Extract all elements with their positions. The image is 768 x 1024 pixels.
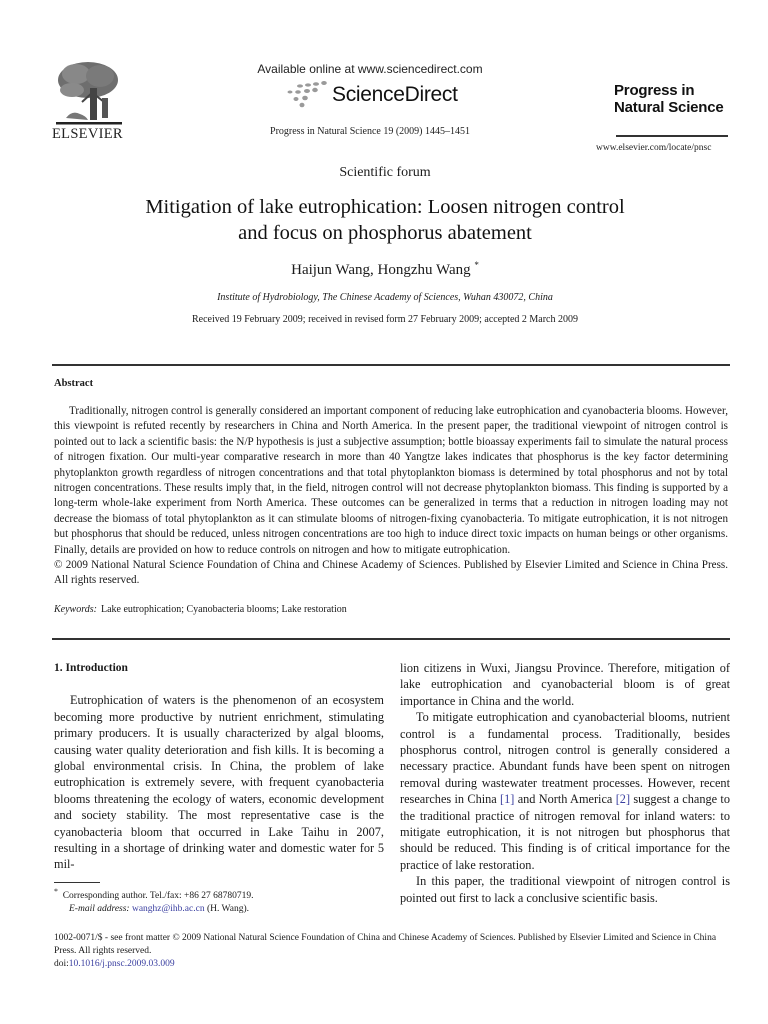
intro-paragraph-3: In this paper, the traditional viewpoint of nitrogen control is pointed out first to lack a conclusive scientific basis. <box>400 874 730 905</box>
doi-link[interactable]: 10.1016/j.pnsc.2009.03.009 <box>68 959 175 969</box>
intro-paragraph-2-text-c: suggest a change to the traditional practice of nitrogen removal for inland waters: to mitigate eutrophication, it is not nitrogen but phosphorus that should be reduced. This finding is of critical importance for the practice of lake restoration. <box>400 792 730 872</box>
abstract-text: Traditionally, nitrogen control is generally considered an important component of reducing lake eutrophication and cyanobacteria blooms. However, this viewpoint is refuted recently by researchers in China and North America. In the present paper, the traditional viewpoint of nitrogen control is pointed out to lack a scientific basis: the N/P hypothesis is just a subjective assumption; bottle bioassay experiments fail to simulate the natural process of nitrogen fixation. Our multi-year comparative research in more than 40 Yangtze lakes indicates that phosphorus is the key factor determining phytoplankton growth regardless of nitrogen concentrations and that total phytoplankton biomass is determined by total phosphorus and not by total nitrogen concentrations. These results imply that, in the field, nitrogen control will not decrease phytoplankton biomass. This finding is supported by a long-term whole-lake experiment from North America. These outcomes can be generalized in terms that a reduction in nitrogen loading may not decrease the biomass of total phytoplankton as it can stimulate blooms of nitrogen-fixing cyanobacteria. To mitigate eutrophication, it is not nitrogen but phosphorus that should be reduced, unless nitrogen concentrations are too high to induce direct toxic impacts on human beings or other organisms. Finally, details are provided on how to reduce controls on nitrogen and how to mitigate eutrophication. <box>54 405 728 556</box>
intro-paragraph-2 <box>400 709 730 873</box>
article-title-line1: Mitigation of lake eutrophication: Loosen nitrogen control <box>145 196 625 218</box>
sciencedirect-wordmark: ScienceDirect <box>332 83 458 106</box>
article-title <box>40 194 730 246</box>
reference-link-2[interactable]: [2] <box>615 792 631 807</box>
article-history-dates: Received 19 February 2009; received in revised form 27 February 2009; accepted 2 March 2009 <box>192 314 578 325</box>
journal-title-line2: Natural Science <box>614 99 724 116</box>
abstract-body <box>54 404 728 589</box>
email-link[interactable]: wanghz@ihb.ac.cn <box>131 904 205 915</box>
footnote-divider <box>54 882 100 883</box>
keywords-list: Lake eutrophication; Cyanobacteria blooms; Lake restoration <box>100 604 347 615</box>
journal-title-line1: Progress in <box>614 82 695 99</box>
keywords <box>54 604 347 615</box>
left-column <box>54 660 384 873</box>
article-title-line2: and focus on phosphorus abatement <box>238 222 532 244</box>
abstract-copyright: © 2009 National Natural Science Foundation of China and Chinese Academy of Sciences. Published by Elsevier Limited and Science in China Press. All rights reserved. <box>54 559 728 587</box>
footnote-line1 <box>54 885 254 903</box>
doi-label: doi: <box>54 959 69 969</box>
available-online-text[interactable]: Available online at www.sciencedirect.com <box>257 62 483 76</box>
reference-link-1[interactable]: [1] <box>500 792 515 807</box>
intro-paragraph-1: Eutrophication of waters is the phenomenon of an ecosystem becoming more productive by nutrient enrichment, stimulating primary producers. It is usually characterized by algal blooms, causing water quality deterioration and fish kills. It is becoming a global environmental crisis. In China, the problem of lake eutrophication is extremely severe, with frequent cyanobacteria blooms threatening the ecology of waters, economic development and society stability. The most representative case is the cyanobacteria bloom that occurred in Lake Taihu in 2007, resulting in a shortage of drinking water and domestic water for 5 mil- <box>54 693 384 872</box>
doi-line <box>54 958 734 971</box>
footnote-line2 <box>54 903 254 916</box>
author-names: Haijun Wang, Hongzhu Wang <box>291 262 471 278</box>
corresponding-author-mark[interactable]: * <box>474 260 479 270</box>
journal-url-link[interactable]: www.elsevier.com/locate/pnsc <box>596 143 712 153</box>
intro-paragraph-1-continued: lion citizens in Wuxi, Jiangsu Province. Therefore, mitigation of lake eutrophication and cyanobacterial bloom is of great importance in China and the world. <box>400 661 730 708</box>
front-matter-text: 1002-0071/$ - see front matter © 2009 National Natural Science Foundation of China and Chinese Academy of Sciences. Published by Elsevier Limited and Science in China Press. All rights reserved. <box>54 933 717 956</box>
intro-paragraph-2-text-a: To mitigate eutrophication and cyanobacterial blooms, nutrient control is a fundamental process. Traditionally, besides phosphorus control, nitrogen control is generally considered a necessary practice. Abundant funds have been spent on nitrogen removal during wastewater treatment processes. However, recent researches in China <box>400 710 730 807</box>
footnote-mark: * <box>54 887 58 896</box>
abstract-heading: Abstract <box>54 378 94 389</box>
email-suffix: (H. Wang). <box>206 904 250 915</box>
footnote <box>54 885 254 916</box>
journal-header-divider <box>616 135 728 137</box>
introduction-heading: 1. Introduction <box>54 662 128 674</box>
journal-title-logo <box>614 82 724 116</box>
abstract-bottom-divider <box>52 638 730 640</box>
right-column <box>400 660 730 906</box>
journal-citation: Progress in Natural Science 19 (2009) 1445–1451 <box>270 126 470 137</box>
article-section-label: Scientific forum <box>339 165 431 180</box>
publisher-wordmark: ELSEVIER <box>52 126 123 142</box>
article-authors <box>40 260 730 279</box>
email-label: E-mail address: <box>69 904 130 915</box>
keywords-label: Keywords: <box>54 604 97 615</box>
abstract-top-divider <box>52 364 730 366</box>
footnote-text: Corresponding author. Tel./fax: +86 27 68780719. <box>62 891 254 902</box>
author-affiliation: Institute of Hydrobiology, The Chinese Academy of Sciences, Wuhan 430072, China <box>217 292 553 303</box>
sciencedirect-logo[interactable] <box>280 80 458 110</box>
sciencedirect-dots-icon <box>280 80 330 110</box>
intro-paragraph-2-text-b: and North America <box>514 792 616 807</box>
front-matter <box>54 932 734 971</box>
